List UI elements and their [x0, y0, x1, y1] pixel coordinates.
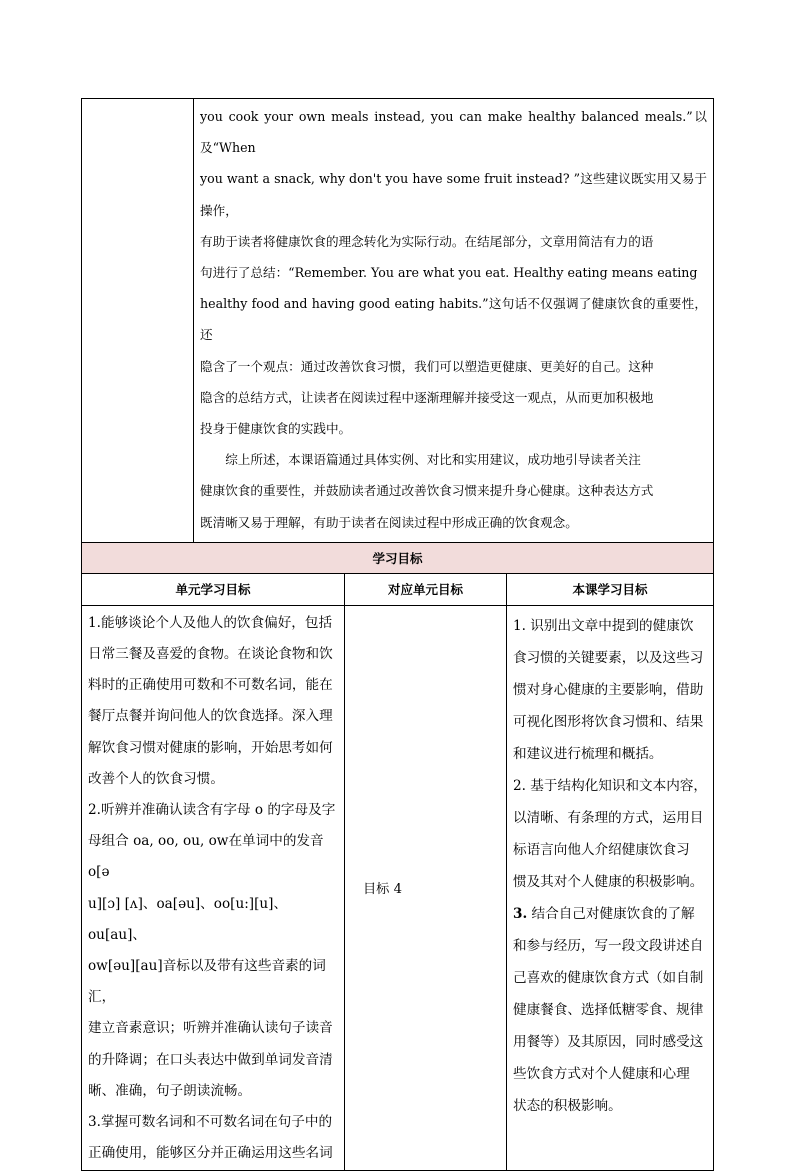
lesson-goal-line: 惯对身心健康的主要影响，借助	[513, 681, 704, 698]
unit-goals-header: 单元学习目标	[82, 573, 345, 605]
analysis-line: you want a snack, why don't you have some fruit instead? ”这些建议既实用又易于操作，	[200, 171, 708, 218]
analysis-line: 投身于健康饮食的实践中。	[200, 421, 352, 437]
unit-goals-cell	[82, 605, 345, 1170]
unit-goal-line: u][ɔ] [ʌ]、oa[əu]、oo[u:][u]、ou[au]、	[88, 895, 288, 943]
analysis-line: 隐含了一个观点：通过改善饮食习惯，我们可以塑造更健康、更美好的自己。这种	[200, 358, 654, 374]
summary-paragraph	[200, 444, 707, 538]
unit-goal-line: 日常三餐及喜爱的食物。在谈论食物和饮	[88, 646, 333, 663]
lesson-goal-line: 和建议进行梳理和概括。	[513, 745, 663, 762]
lesson-goals-header: 本课学习目标	[507, 573, 714, 605]
unit-goal-line: 的升降调；在口头表达中做到单词发音清	[88, 1051, 333, 1068]
lesson-goal-line: 3. 结合自己对健康饮食的了解	[513, 905, 695, 922]
lesson-goal-line: 2. 基于结构化知识和文本内容，	[513, 777, 708, 794]
unit-goal-line: 餐厅点餐并询问他人的饮食选择。深入理	[88, 708, 333, 725]
lesson-goal-line: 以清晰、有条理的方式，运用目	[513, 809, 704, 826]
goal-number: 3.	[513, 905, 528, 922]
unit-goal-line: 正确使用，能够区分并正确运用这些名词	[88, 1145, 333, 1162]
lesson-goal-line: 1. 识别出文章中提到的健康饮	[513, 617, 694, 634]
unit-goal-line: ow[əu][au]音标以及带有这些音素的词汇，	[88, 958, 326, 1006]
lesson-goal-line: 健康餐食、选择低糖零食、规律	[513, 1001, 704, 1018]
unit-goal-line: 母组合 oa, oo, ou, ow在单词中的发音 o[ə	[88, 833, 324, 881]
unit-goal-line: 2.听辨并准确认读含有字母 o 的字母及字	[88, 802, 336, 819]
analysis-line: 句进行了总结：“Remember. You are what you eat. Healthy eating means eating	[200, 265, 698, 281]
lesson-goal-line: 可视化图形将饮食习惯和、结果	[513, 713, 704, 730]
unit-goal-line: 改善个人的饮食习惯。	[88, 770, 224, 787]
analysis-label-cell	[82, 99, 194, 543]
analysis-row	[82, 99, 714, 543]
section-header-row	[82, 542, 714, 573]
lesson-goal-line: 状态的积极影响。	[513, 1097, 622, 1114]
unit-goal-line: 解饮食习惯对健康的影响，开始思考如何	[88, 739, 333, 756]
lesson-goal-line: 些饮食方式对个人健康和心理	[513, 1065, 690, 1082]
unit-goal-line: 晰、准确，句子朗读流畅。	[88, 1082, 252, 1099]
lesson-goal-line: 用餐等）及其原因，同时感受这	[513, 1033, 704, 1050]
summary-line: 综上所述，本课语篇通过具体实例、对比和实用建议，成功地引导读者关注	[225, 452, 641, 468]
analysis-line: healthy food and having good eating habits.”这句话不仅强调了健康饮食的重要性，还	[200, 296, 708, 343]
lesson-goal-line: 食习惯的关键要素，以及这些习	[513, 649, 704, 666]
column-header-row	[82, 573, 714, 605]
analysis-paragraph	[200, 101, 707, 444]
lesson-goals-cell	[507, 605, 714, 1170]
lesson-plan-table	[81, 98, 714, 1171]
lesson-goal-line: 标语言向他人介绍健康饮食习	[513, 841, 690, 858]
lesson-goal-line: 惯及其对个人健康的积极影响。	[513, 873, 704, 890]
lesson-goal-line: 和参与经历，写一段文段讲述自	[513, 937, 704, 954]
analysis-line: 隐含的总结方式，让读者在阅读过程中逐渐理解并接受这一观点，从而更加积极地	[200, 389, 654, 405]
analysis-line: 有助于读者将健康饮食的理念转化为实际行动。在结尾部分，文章用简洁有力的语	[200, 233, 654, 249]
summary-line: 健康饮食的重要性，并鼓励读者通过改善饮食习惯来提升身心健康。这种表达方式	[200, 483, 654, 499]
unit-goal-line: 3.掌握可数名词和不可数名词在句子中的	[88, 1114, 333, 1131]
summary-line: 既清晰又易于理解，有助于读者在阅读过程中形成正确的饮食观念。	[200, 514, 578, 530]
lesson-goal-line: 己喜欢的健康饮食方式（如自制	[513, 969, 704, 986]
document-page	[81, 98, 713, 1171]
section-title: 学习目标	[82, 542, 714, 573]
unit-goal-line: 料时的正确使用可数和不可数名词，能在	[88, 677, 333, 694]
goals-row	[82, 605, 714, 1170]
mapped-goal-cell: 目标 4	[345, 605, 507, 1170]
unit-goal-line: 1.能够谈论个人及他人的饮食偏好，包括	[88, 614, 333, 631]
mapping-header: 对应单元目标	[345, 573, 507, 605]
unit-goal-line: 建立音素意识；听辨并准确认读句子读音	[88, 1020, 333, 1037]
text-analysis-cell	[194, 99, 714, 543]
analysis-line: you cook your own meals instead, you can make healthy balanced meals.”以及“When	[200, 109, 708, 156]
